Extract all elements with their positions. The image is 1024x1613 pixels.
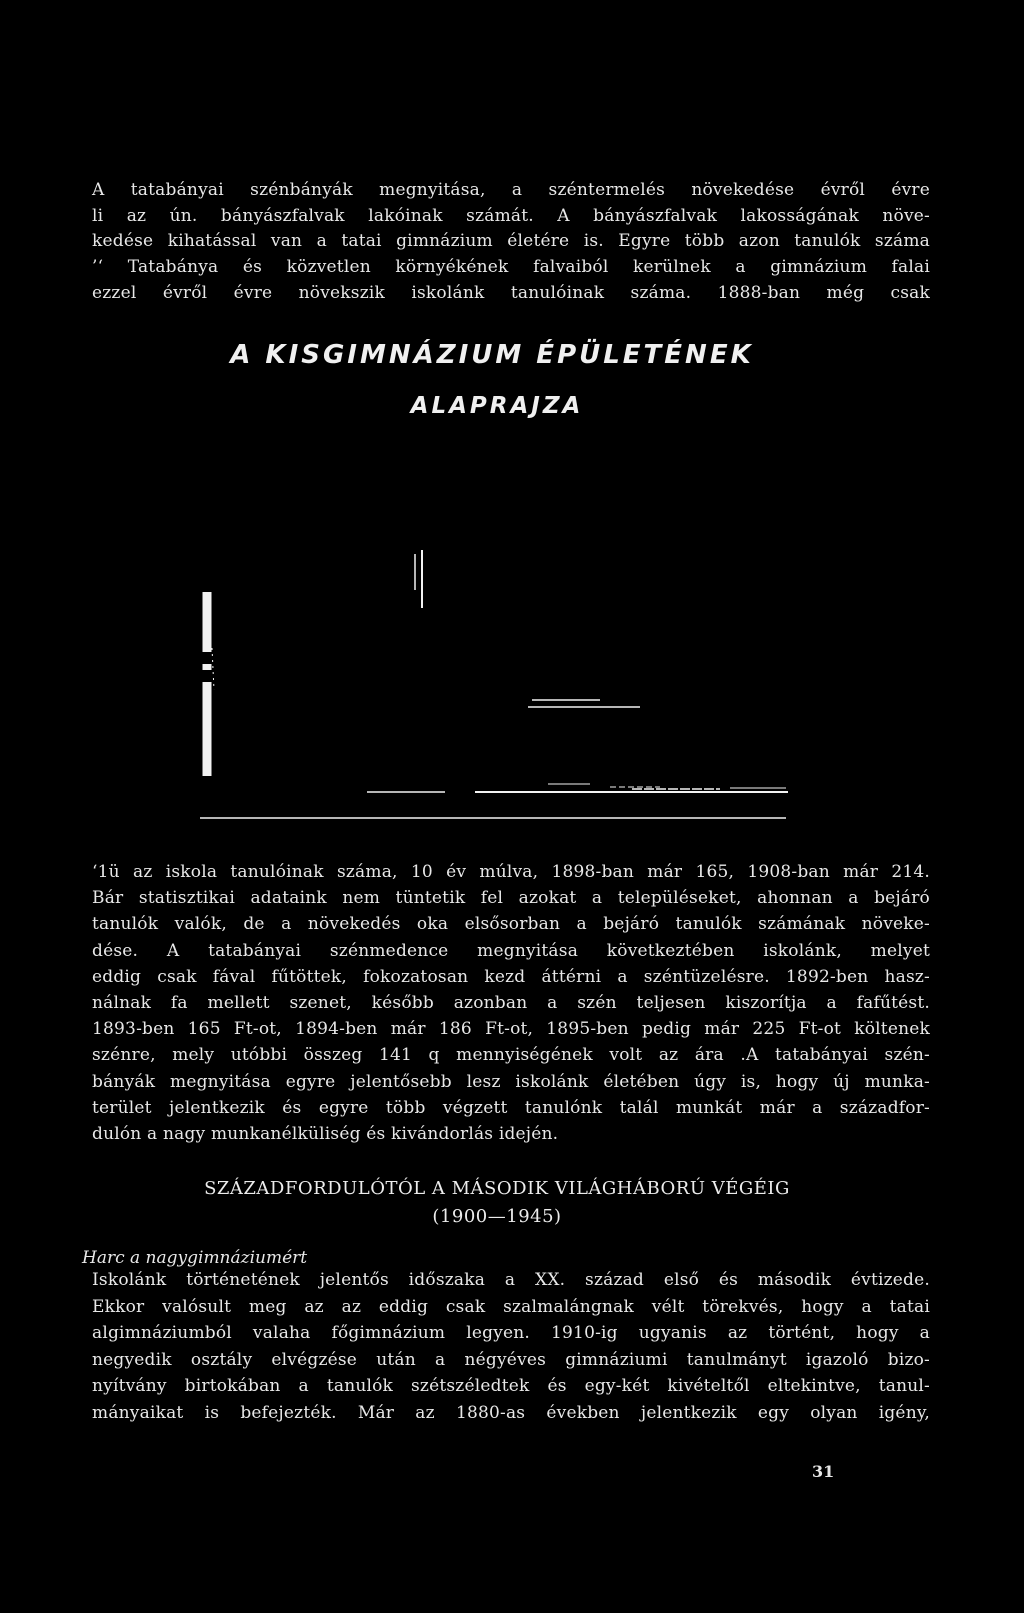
text-line: Bár statisztikai adataink nem tüntetik fel azokat a településeket, ahonnan a bejáró: [92, 888, 930, 909]
plan-line: [212, 648, 214, 690]
xx-century-paragraph: [92, 1267, 930, 1427]
chapter-title: SZÁZADFORDULÓTÓL A MÁSODIK VILÁGHÁBORÚ VÉGÉIG: [204, 1178, 790, 1199]
text-line: terület jelentkezik és egyre több végzett tanulónk talál munkát már a századfor-: [92, 1097, 930, 1118]
text-line: dése. A tatabányai szénmedence megnyitása következtében iskolánk, melyet: [92, 940, 930, 961]
text-line: li az ún. bányászfalvak lakóinak számát. A bányászfalvak lakosságának növe-: [92, 205, 930, 226]
text-line: ’‘ Tatabánya és közvetlen környékének falvaiból kerülnek a gimnázium falai: [92, 257, 930, 278]
text-line: bányák megnyitása egyre jelentősebb lesz iskolánk életében úgy is, hogy új munka-: [92, 1071, 930, 1092]
text-line: tanulók valók, de a növekedés oka elsősorban a bejáró tanulók számának növeke-: [92, 914, 930, 935]
section-subheading: Harc a nagygimnáziumért: [82, 1248, 308, 1268]
text-line: kedése kihatással van a tatai gimnázium életére is. Egyre több azon tanulók száma: [92, 231, 930, 252]
intro-paragraph: [92, 178, 930, 307]
text-line: nálnak fa mellett szenet, később azonban a szén teljesen kiszorítja a fafűtést.: [92, 993, 930, 1014]
text-line: algimnáziumból valaha főgimnázium legyen. 1910-ig ugyanis az történt, hogy a: [92, 1323, 930, 1344]
text-line: nyítvány birtokában a tanulók szétszéledtek és egy-két kivételtől eltekintve, tanul-: [92, 1376, 930, 1397]
text-line: eddig csak fával fűtöttek, fokozatosan kezd áttérni a széntüzelésre. 1892-ben hasz-: [92, 966, 930, 987]
text-line: 1893-ben 165 Ft-ot, 1894-ben már 186 Ft-ot, 1895-ben pedig már 225 Ft-ot költenek: [92, 1019, 930, 1040]
page-number: 31: [812, 1462, 835, 1481]
floorplan-drawing: [0, 540, 1024, 840]
after-plan-paragraph: [92, 859, 930, 1147]
floorplan-subtitle: ALAPRAJZA: [410, 393, 584, 419]
text-line: Iskolánk történetének jelentős időszaka a XX. század első és második évtizede.: [92, 1270, 930, 1290]
text-line: A tatabányai szénbányák megnyitása, a széntermelés növekedése évről évre: [92, 180, 930, 200]
text-line: mányaikat is befejezték. Már az 1880-as években jelentkezik egy olyan igény,: [92, 1402, 930, 1423]
text-line: ezzel évről évre növekszik iskolánk tanulóinak száma. 1888-ban még csak: [92, 282, 930, 303]
text-line: szénre, mely utóbbi összeg 141 q mennyiségének volt az ára .A tatabányai szén-: [92, 1045, 930, 1066]
text-line: dulón a nagy munkanélküliség és kivándorlás idején.: [92, 1124, 559, 1145]
floorplan-title: A KISGIMNÁZIUM ÉPÜLETÉNEK: [230, 340, 754, 370]
text-line: ‘1ü az iskola tanulóinak száma, 10 év múlva, 1898-ban már 165, 1908-ban már 214.: [92, 862, 930, 882]
text-line: Ekkor valósult meg az az eddig csak szalmalángnak vélt törekvés, hogy a tatai: [92, 1296, 930, 1317]
text-line: negyedik osztály elvégzése után a négyéves gimnáziumi tanulmányt igazoló bizo-: [92, 1349, 930, 1370]
chapter-years: (1900—1945): [432, 1206, 562, 1227]
floorplan-figure: [0, 540, 1024, 840]
